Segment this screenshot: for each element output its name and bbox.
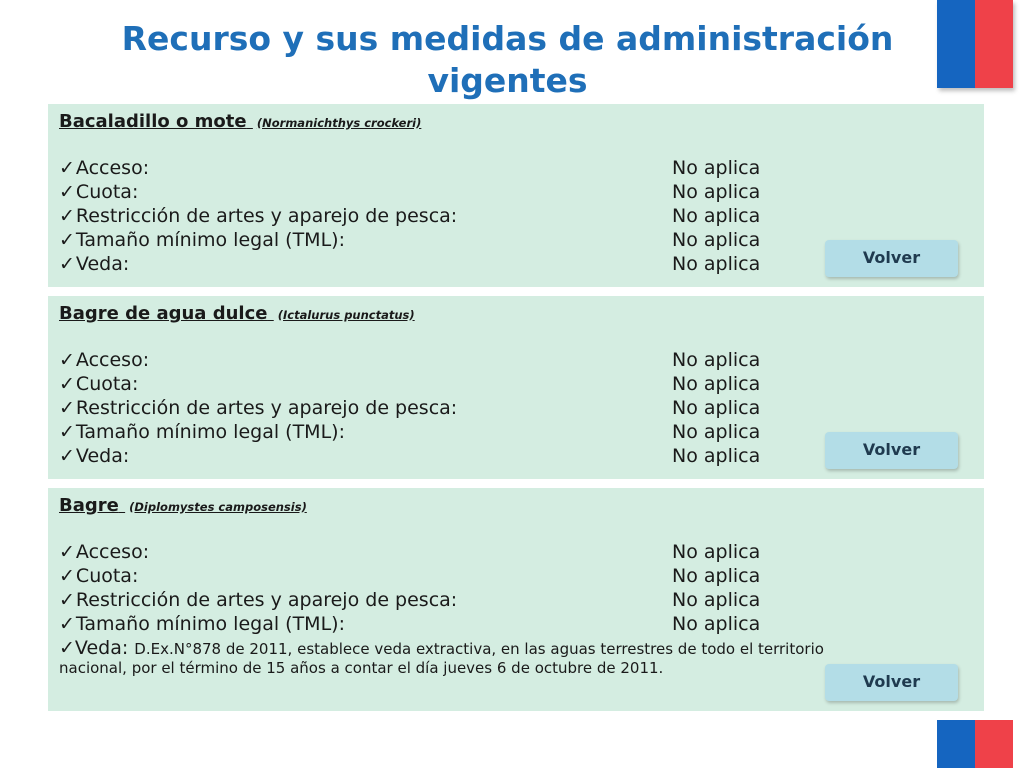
flag-logo-bottom [937,720,1013,768]
scientific-name: (Ictalurus punctatus) [277,308,415,322]
measure-value: No aplica [672,205,761,227]
measure-label: Cuota: [75,373,139,395]
measure-row-cuota [59,564,974,588]
resource-title [59,494,974,518]
measure-row-restriccion [59,396,974,420]
volver-button[interactable]: Volver [825,664,958,701]
measure-row-acceso [59,540,974,564]
measure-label: Acceso: [75,157,150,179]
measure-row-tml [59,612,974,636]
scientific-name: (Diplomystes camposensis) [129,500,307,514]
check-icon: ✓ [59,589,75,611]
measure-value: No aplica [672,613,761,635]
volver-button[interactable]: Volver [825,240,958,277]
measure-value: No aplica [672,589,761,611]
volver-button[interactable]: Volver [825,432,958,469]
flag-logo-top [937,0,1013,88]
measure-row-acceso [59,156,974,180]
measure-label: Cuota: [75,181,139,203]
check-icon: ✓ [59,253,75,275]
measure-label: Veda: [74,637,129,659]
check-icon: ✓ [59,445,75,467]
measure-row-acceso [59,348,974,372]
measure-value: No aplica [672,349,761,371]
measure-label: Veda: [75,253,130,275]
measure-value: No aplica [672,253,761,275]
resource-title [59,110,974,134]
measure-label: Restricción de artes y aparejo de pesca: [75,589,458,611]
check-icon: ✓ [59,349,75,371]
measure-value: No aplica [672,397,761,419]
measure-value: No aplica [672,157,761,179]
flag-blue-stripe [937,0,975,88]
measures-list [59,540,974,678]
check-icon: ✓ [59,565,75,587]
measure-value: No aplica [672,565,761,587]
check-icon: ✓ [59,373,75,395]
check-icon: ✓ [59,205,75,227]
measure-value: No aplica [672,373,761,395]
flag-blue-stripe [937,720,975,768]
flag-red-stripe [975,720,1013,768]
measure-label: Tamaño mínimo legal (TML): [75,613,345,635]
measure-label: Acceso: [75,541,150,563]
measure-row-restriccion [59,588,974,612]
measure-label: Restricción de artes y aparejo de pesca: [75,397,458,419]
measure-value: No aplica [672,181,761,203]
measure-row-restriccion [59,204,974,228]
resource-title [59,302,974,326]
check-icon: ✓ [59,541,75,563]
measure-label: Tamaño mínimo legal (TML): [75,421,345,443]
measure-label: Tamaño mínimo legal (TML): [75,229,345,251]
measure-label: Restricción de artes y aparejo de pesca: [75,205,458,227]
check-icon: ✓ [59,229,75,251]
check-icon: ✓ [59,157,75,179]
check-icon: ✓ [59,397,75,419]
check-icon: ✓ [59,637,75,659]
resource-name: Bacaladillo o mote [59,111,247,132]
check-icon: ✓ [59,613,75,635]
measure-value: No aplica [672,229,761,251]
check-icon: ✓ [59,421,75,443]
measure-label: Acceso: [75,349,150,371]
resource-name: Bagre de agua dulce [59,303,268,324]
slide-title: Recurso y sus medidas de administración vigentes [121,19,894,100]
measure-value: No aplica [672,445,761,467]
check-icon: ✓ [59,181,75,203]
flag-red-stripe [975,0,1013,88]
veda-decree-text-continued: nacional, por el término de 15 años a contar el día jueves 6 de octubre de 2011. [59,659,664,677]
measure-row-cuota [59,372,974,396]
resource-name: Bagre [59,495,119,516]
measure-label: Cuota: [75,565,139,587]
measure-row-cuota [59,180,974,204]
scientific-name: (Normanichthys crockeri) [256,116,422,130]
veda-decree-text: D.Ex.N°878 de 2011, establece veda extractiva, en las aguas terrestres de todo el territorio [134,640,824,658]
measure-value: No aplica [672,421,761,443]
measure-value: No aplica [672,541,761,563]
measure-label: Veda: [75,445,130,467]
